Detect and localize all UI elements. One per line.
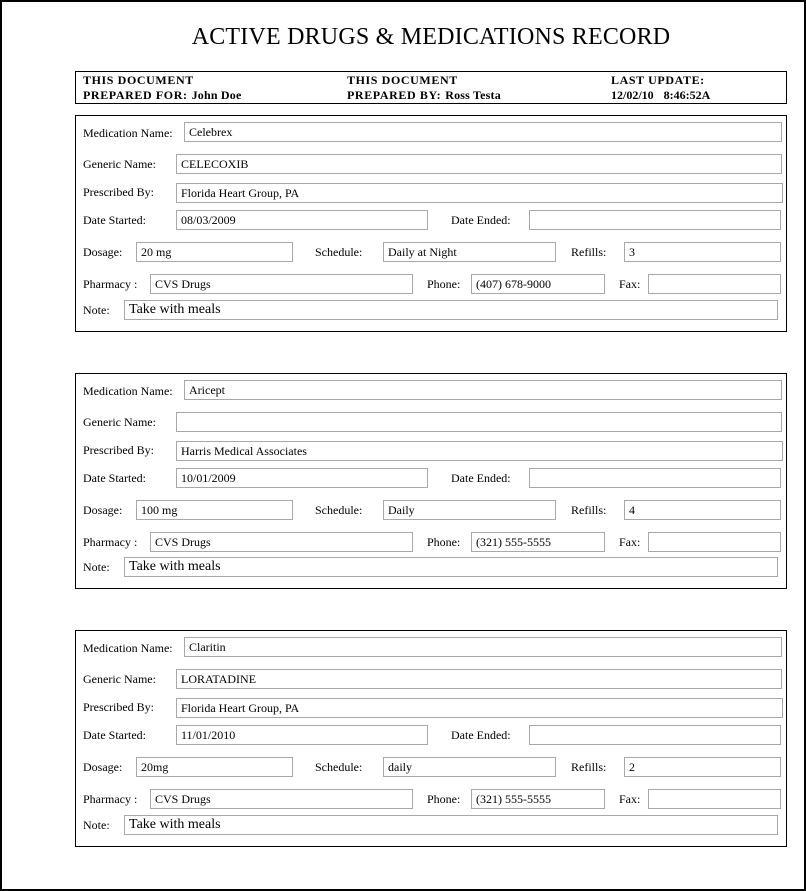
date-ended-field[interactable]: [529, 210, 781, 230]
phone-label: Phone:: [427, 535, 461, 549]
dosage-field[interactable]: 20 mg: [136, 242, 293, 262]
refills-label: Refills:: [571, 245, 607, 259]
medication-name-label: Medication Name:: [83, 126, 173, 140]
generic-name-field[interactable]: [176, 412, 782, 432]
schedule-field[interactable]: daily: [383, 757, 556, 777]
date-ended-label: Date Ended:: [451, 213, 511, 227]
prescribed-by-label: Prescribed By:: [83, 700, 154, 714]
refills-field[interactable]: 4: [624, 500, 781, 520]
schedule-field[interactable]: Daily at Night: [383, 242, 556, 262]
prepared-for-value: John Doe: [191, 88, 242, 102]
date-ended-label: Date Ended:: [451, 471, 511, 485]
dosage-label: Dosage:: [83, 245, 123, 259]
medication-card: [75, 373, 787, 589]
note-field[interactable]: Take with meals: [124, 557, 778, 577]
date-started-label: Date Started:: [83, 471, 146, 485]
prepared-by-label: PREPARED BY:: [347, 88, 442, 102]
phone-label: Phone:: [427, 277, 461, 291]
phone-field[interactable]: (321) 555-5555: [471, 789, 605, 809]
fax-label: Fax:: [619, 535, 641, 549]
phone-label: Phone:: [427, 792, 461, 806]
phone-field[interactable]: (321) 555-5555: [471, 532, 605, 552]
generic-name-field[interactable]: CELECOXIB: [176, 154, 782, 174]
generic-name-label: Generic Name:: [83, 415, 156, 429]
pharmacy-field[interactable]: CVS Drugs: [150, 274, 413, 294]
fax-field[interactable]: [648, 274, 781, 294]
prescribed-by-field[interactable]: Harris Medical Associates: [176, 441, 783, 461]
schedule-label: Schedule:: [315, 760, 363, 774]
dosage-label: Dosage:: [83, 760, 123, 774]
fax-field[interactable]: [648, 789, 781, 809]
prepared-by-line1: THIS DOCUMENT: [347, 73, 458, 87]
dosage-field[interactable]: 100 mg: [136, 500, 293, 520]
phone-field[interactable]: (407) 678-9000: [471, 274, 605, 294]
prepared-for-label: PREPARED FOR:: [83, 88, 188, 102]
pharmacy-label: Pharmacy :: [83, 277, 138, 291]
dosage-field[interactable]: 20mg: [136, 757, 293, 777]
schedule-field[interactable]: Daily: [383, 500, 556, 520]
last-update-label: LAST UPDATE:: [611, 73, 705, 87]
prescribed-by-label: Prescribed By:: [83, 443, 154, 457]
date-ended-field[interactable]: [529, 468, 781, 488]
generic-name-label: Generic Name:: [83, 157, 156, 171]
fax-label: Fax:: [619, 792, 641, 806]
fax-label: Fax:: [619, 277, 641, 291]
prepared-by-value: Ross Testa: [445, 88, 501, 102]
prepared-by-cell: [347, 73, 501, 103]
prescribed-by-field[interactable]: Florida Heart Group, PA: [176, 698, 783, 718]
refills-label: Refills:: [571, 760, 607, 774]
medication-name-label: Medication Name:: [83, 641, 173, 655]
prepared-for-line1: THIS DOCUMENT: [83, 73, 194, 87]
date-started-label: Date Started:: [83, 728, 146, 742]
last-update-cell: [611, 73, 710, 103]
note-label: Note:: [83, 560, 110, 574]
page-title: ACTIVE DRUGS & MEDICATIONS RECORD: [191, 24, 671, 50]
date-started-label: Date Started:: [83, 213, 146, 227]
pharmacy-field[interactable]: CVS Drugs: [150, 532, 413, 552]
dosage-label: Dosage:: [83, 503, 123, 517]
schedule-label: Schedule:: [315, 503, 363, 517]
medication-name-field[interactable]: Claritin: [184, 637, 782, 657]
date-started-field[interactable]: 11/01/2010: [176, 725, 428, 745]
prepared-for-cell: [83, 73, 242, 103]
refills-field[interactable]: 2: [624, 757, 781, 777]
refills-field[interactable]: 3: [624, 242, 781, 262]
date-ended-field[interactable]: [529, 725, 781, 745]
refills-label: Refills:: [571, 503, 607, 517]
note-field[interactable]: Take with meals: [124, 815, 778, 835]
prescribed-by-field[interactable]: Florida Heart Group, PA: [176, 183, 783, 203]
pharmacy-label: Pharmacy :: [83, 792, 138, 806]
medication-name-label: Medication Name:: [83, 384, 173, 398]
fax-field[interactable]: [648, 532, 781, 552]
medication-name-field[interactable]: Aricept: [184, 380, 782, 400]
note-label: Note:: [83, 818, 110, 832]
medication-name-field[interactable]: Celebrex: [184, 122, 782, 142]
pharmacy-field[interactable]: CVS Drugs: [150, 789, 413, 809]
date-ended-label: Date Ended:: [451, 728, 511, 742]
date-started-field[interactable]: 10/01/2009: [176, 468, 428, 488]
document-header: [75, 71, 787, 104]
medication-card: [75, 630, 787, 847]
date-started-field[interactable]: 08/03/2009: [176, 210, 428, 230]
note-label: Note:: [83, 303, 110, 317]
generic-name-field[interactable]: LORATADINE: [176, 669, 782, 689]
schedule-label: Schedule:: [315, 245, 363, 259]
note-field[interactable]: Take with meals: [124, 300, 778, 320]
pharmacy-label: Pharmacy :: [83, 535, 138, 549]
prescribed-by-label: Prescribed By:: [83, 185, 154, 199]
generic-name-label: Generic Name:: [83, 672, 156, 686]
last-update-time: 8:46:52A: [663, 88, 711, 102]
medication-card: [75, 115, 787, 332]
last-update-date: 12/02/10: [611, 88, 654, 102]
